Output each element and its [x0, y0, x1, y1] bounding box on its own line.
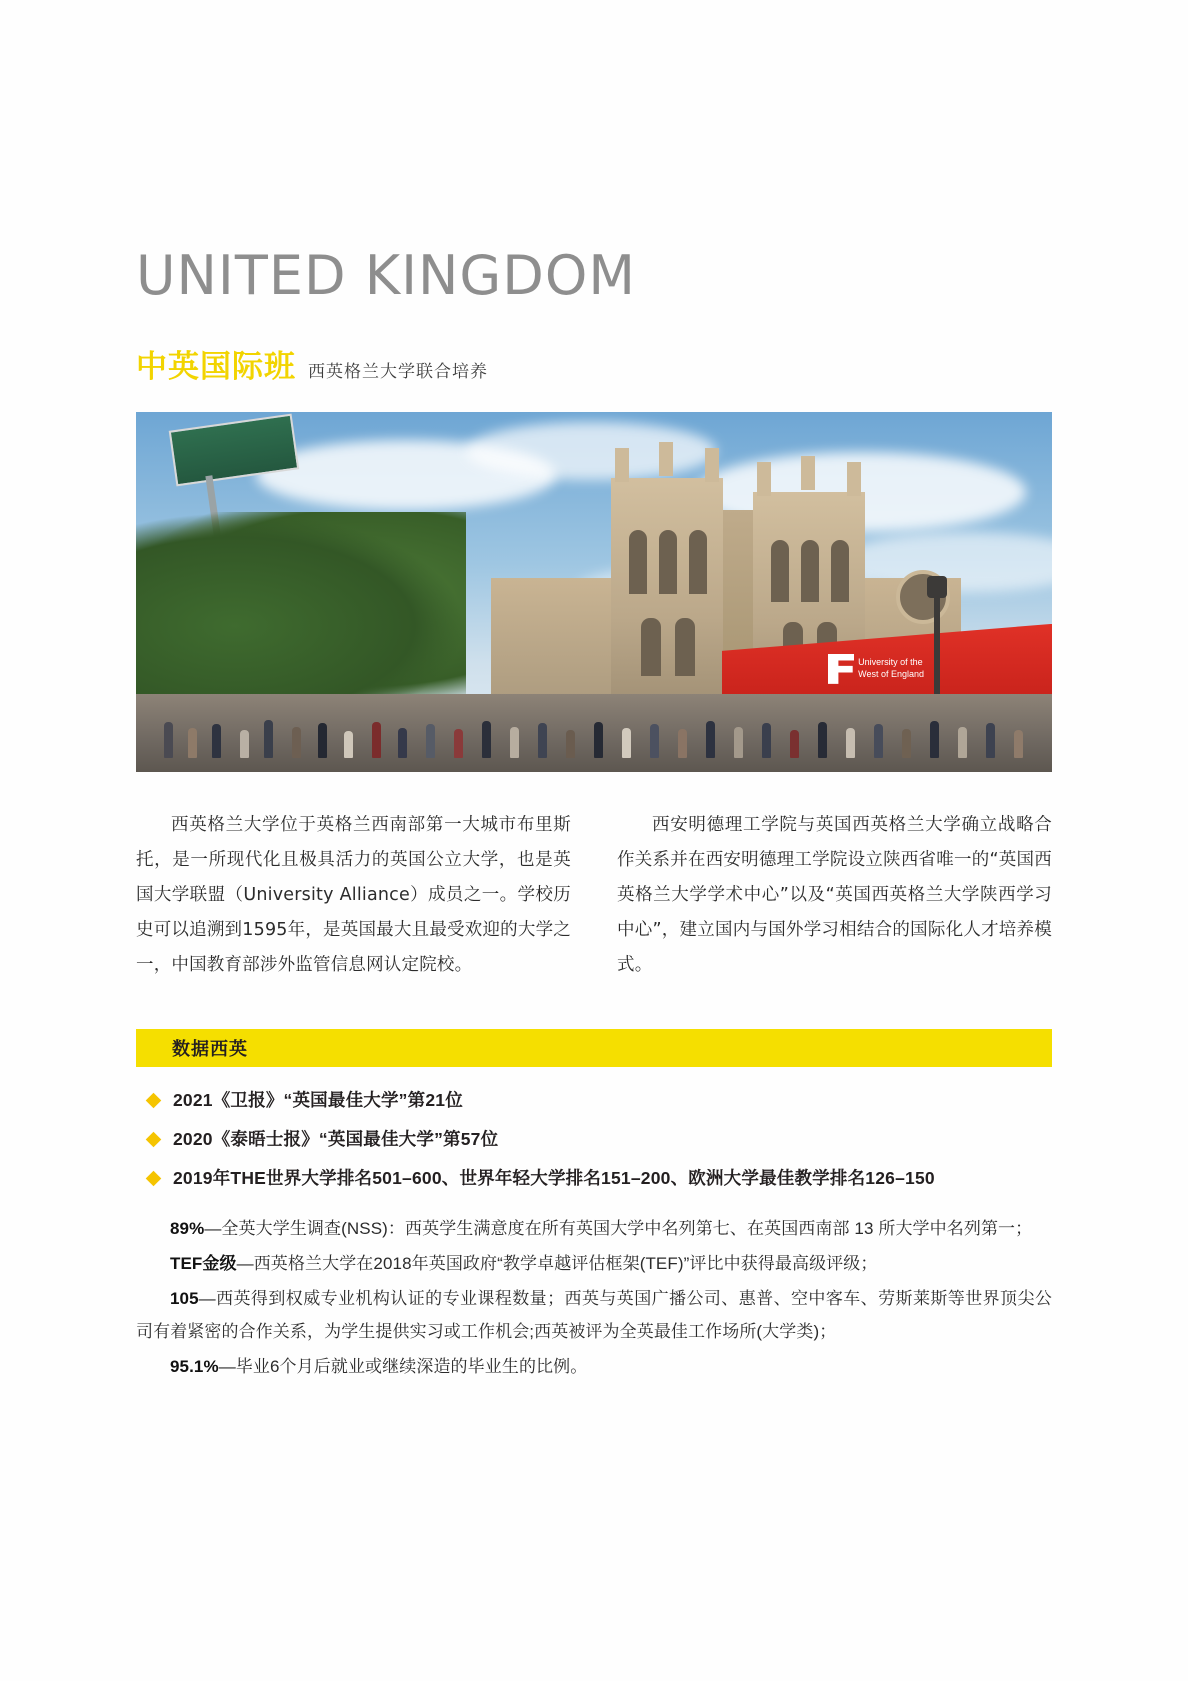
- pinnacle: [801, 456, 815, 490]
- pinnacle: [659, 442, 673, 476]
- window: [659, 530, 677, 594]
- list-item: [148, 1126, 1052, 1151]
- intro-columns: [136, 808, 1052, 983]
- intro-column-right: [617, 808, 1052, 983]
- page-title: UNITED KINGDOM: [136, 244, 636, 307]
- statistic-paragraph: [136, 1282, 1052, 1348]
- diamond-bullet-icon: [146, 1171, 162, 1187]
- list-item: [148, 1165, 1052, 1190]
- window: [689, 530, 707, 594]
- tent-brand-line-2: West of England: [858, 668, 924, 679]
- statistic-paragraph: [136, 1212, 1052, 1245]
- section-title: 数据西英: [172, 1038, 248, 1059]
- pinnacle: [757, 462, 771, 496]
- window: [801, 540, 819, 602]
- intro-column-left: [136, 808, 571, 983]
- crowd: [136, 692, 1052, 758]
- statistic-text: —毕业6个月后就业或继续深造的毕业生的比例。: [218, 1357, 588, 1377]
- window: [675, 618, 695, 676]
- window: [629, 530, 647, 594]
- list-item-label: 2020《泰晤士报》“英国最佳大学”第57位: [173, 1128, 499, 1149]
- statistic-lead: TEF金级: [170, 1254, 237, 1273]
- statistic-lead: 95.1%: [170, 1357, 219, 1377]
- ranking-bullet-list: [136, 1087, 1052, 1190]
- hero-photo: [136, 412, 1052, 772]
- statistic-lead: 89%: [170, 1218, 205, 1238]
- trees: [136, 512, 466, 702]
- window: [831, 540, 849, 602]
- statistic-text: —全英大学生调查(NSS)：西英学生满意度在所有英国大学中名列第七、在英国西南部 13 所大学中名列第一；: [204, 1218, 1033, 1238]
- cathedral-tower-left: [611, 478, 723, 710]
- pinnacle: [615, 448, 629, 482]
- statistic-text: —西英得到权威专业机构认证的专业课程数量；西英与英国广播公司、惠普、空中客车、劳斯莱斯等世界顶尖公司有着紧密的合作关系，为学生提供实习或工作机会;西英被评为全英最佳工作场所(大学类)；: [136, 1289, 1052, 1342]
- statistic-paragraph: [136, 1247, 1052, 1280]
- diamond-bullet-icon: [146, 1132, 162, 1148]
- statistic-text: —西英格兰大学在2018年英国政府“教学卓越评估框架(TEF)”评比中获得最高级评级；: [236, 1254, 878, 1273]
- window: [641, 618, 661, 676]
- pinnacle: [705, 448, 719, 482]
- subtitle-row: [136, 341, 1052, 386]
- page-content: [136, 0, 1052, 1386]
- list-item: [148, 1087, 1052, 1112]
- tent-brand-line-1: University of the: [858, 657, 923, 668]
- statistic-paragraph: [136, 1350, 1052, 1383]
- list-item-label: 2021《卫报》“英国最佳大学”第21位: [173, 1089, 463, 1110]
- section-header-band: [136, 1029, 1052, 1067]
- list-item-label: 2019年THE世界大学排名501–600、世界年轻大学排名151–200、欧洲大学最佳教学排名126–150: [173, 1167, 935, 1188]
- tent-branding: [858, 657, 924, 680]
- subtitle-chinese: 中英国际班: [136, 348, 296, 384]
- statistic-lead: 105: [170, 1289, 199, 1309]
- intro-paragraph-right: 西安明德理工学院与英国西英格兰大学确立战略合作关系并在西安明德理工学院设立陕西省唯一的“英国西英格兰大学学术中心”以及“英国西英格兰大学陕西学习中心”，建立国内与国外学习相结合的国际化人才培养模式。: [617, 814, 1052, 975]
- window: [771, 540, 789, 602]
- diamond-bullet-icon: [146, 1093, 162, 1109]
- statistics-paragraphs: [136, 1212, 1052, 1384]
- subtitle-chinese-secondary: 西英格兰大学联合培养: [308, 361, 488, 381]
- intro-paragraph-left: 西英格兰大学位于英格兰西南部第一大城市布里斯托，是一所现代化且极具活力的英国公立大学，也是英国大学联盟（University Alliance）成员之一。学校历史可以追溯到1595年，是英国最大且最受欢迎的大学之一，中国教育部涉外监管信息网认定院校。: [136, 814, 571, 975]
- pinnacle: [847, 462, 861, 496]
